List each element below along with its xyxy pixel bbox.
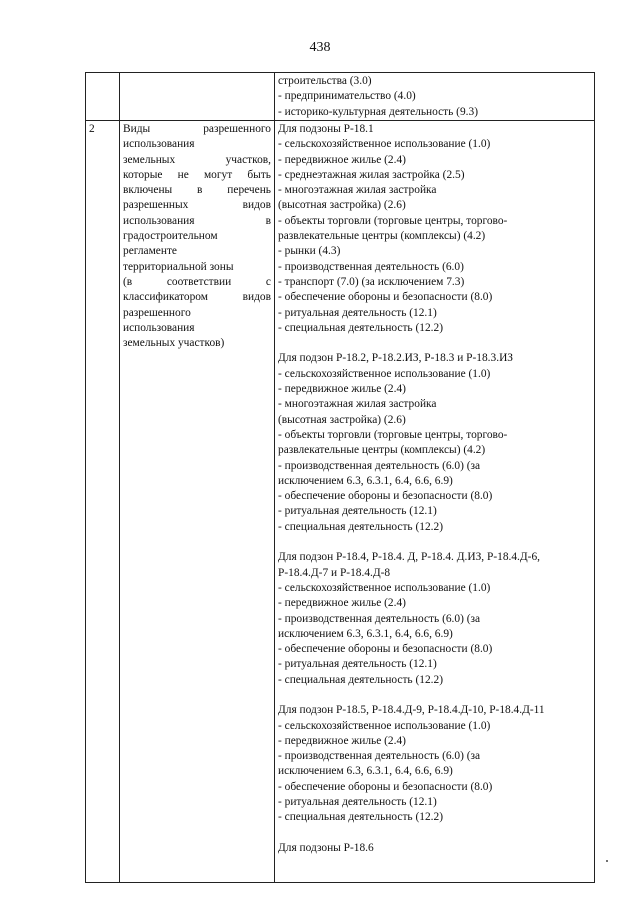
content-line: - производственная деятельность (6.0) (за: [278, 612, 481, 625]
row-content-cell: [275, 121, 595, 883]
content-line: - производственная деятельность (6.0) (за: [278, 750, 481, 763]
content-line: - специальная деятельность (12.2): [278, 673, 443, 686]
content-line: исключением 6.3, 6.3.1, 6.4, 6.6, 6.9): [278, 474, 453, 487]
content-line: - специальная деятельность (12.2): [278, 811, 443, 824]
land-use-table: [85, 72, 595, 883]
subzone-heading: Для подзон Р-18.5, Р-18.4.Д-9, Р-18.4.Д-10, Р-18.4.Д-11: [278, 704, 545, 717]
subzone-heading: Для подзон Р-18.4, Р-18.4. Д, Р-18.4. Д.ИЗ, Р-18.4.Д-6,: [278, 551, 541, 564]
row-name-cell: [120, 73, 275, 121]
name-line: регламенте: [123, 245, 177, 258]
content-line: - ритуальная деятельность (12.1): [278, 796, 437, 809]
name-line: (в соответствии с: [123, 275, 271, 288]
subzone-heading: Для подзоны Р-18.6: [278, 841, 374, 854]
name-line: разрешенного: [123, 306, 191, 319]
name-line: территориальной зоны: [123, 260, 234, 273]
name-line: градостроительном: [123, 230, 218, 243]
content-line: - специальная деятельность (12.2): [278, 520, 443, 533]
content-line: строительства (3.0): [278, 75, 372, 87]
content-line: - транспорт (7.0) (за исключением 7.3): [278, 275, 465, 288]
content-line: - многоэтажная жилая застройка: [278, 398, 437, 411]
content-line: - сельскохозяйственное использование (1.0): [278, 367, 491, 380]
content-line: - обеспечение обороны и безопасности (8.0): [278, 643, 493, 656]
table-row: [86, 121, 595, 883]
name-line: использования: [123, 138, 195, 151]
content-line: - передвижное жилье (2.4): [278, 383, 406, 396]
content-line: - производственная деятельность (6.0): [278, 260, 464, 273]
name-line: включены в перечень: [123, 184, 271, 197]
content-line: - историко-культурная деятельность (9.3): [278, 105, 478, 118]
section-gap: [278, 535, 591, 550]
content-line: - сельскохозяйственное использование (1.0): [278, 581, 491, 594]
name-line: которые не могут быть: [123, 168, 271, 181]
content-line: - передвижное жилье (2.4): [278, 153, 406, 166]
scan-speck: [606, 860, 608, 862]
row-name-cell: [120, 121, 275, 883]
section-gap: [278, 826, 591, 841]
subzone-heading: Для подзон Р-18.2, Р-18.2.ИЗ, Р-18.3 и Р-18.3.ИЗ: [278, 352, 513, 365]
content-line: - обеспечение обороны и безопасности (8.0): [278, 291, 493, 304]
content-line: - ритуальная деятельность (12.1): [278, 658, 437, 671]
page-number: 438: [309, 40, 331, 55]
name-line: использования: [123, 321, 195, 334]
content-line: (высотная застройка) (2.6): [278, 199, 406, 212]
content-line: развлекательные центры (комплексы) (4.2): [278, 230, 486, 243]
name-line: классификатором видов: [123, 291, 271, 304]
section-gap: [278, 336, 591, 351]
content-line: - рынки (4.3): [278, 245, 341, 258]
content-line: исключением 6.3, 6.3.1, 6.4, 6.6, 6.9): [278, 765, 453, 778]
row-number-cell: 2: [86, 121, 120, 883]
subzone-heading: Р-18.4.Д-7 и Р-18.4.Д-8: [278, 566, 391, 579]
name-line: разрешенных видов: [123, 199, 271, 212]
content-line: - сельскохозяйственное использование (1.0): [278, 138, 491, 151]
name-line: использования в: [123, 214, 271, 227]
content-line: - среднеэтажная жилая застройка (2.5): [278, 168, 465, 181]
content-line: - объекты торговли (торговые центры, торгово-: [278, 428, 508, 441]
content-line: - передвижное жилье (2.4): [278, 734, 406, 747]
content-line: - ритуальная деятельность (12.1): [278, 306, 437, 319]
content-line: - ритуальная деятельность (12.1): [278, 505, 437, 518]
content-line: развлекательные центры (комплексы) (4.2): [278, 444, 486, 457]
subzone-heading: Для подзоны Р-18.1: [278, 123, 374, 135]
content-line: - производственная деятельность (6.0) (за: [278, 459, 481, 472]
content-line: - многоэтажная жилая застройка: [278, 184, 437, 197]
content-line: - специальная деятельность (12.2): [278, 321, 443, 334]
content-line: исключением 6.3, 6.3.1, 6.4, 6.6, 6.9): [278, 627, 453, 640]
name-line: земельных участков,: [123, 153, 271, 166]
row-number-cell: [86, 73, 120, 121]
content-line: - обеспечение обороны и безопасности (8.0): [278, 490, 493, 503]
content-line: - сельскохозяйственное использование (1.0): [278, 719, 491, 732]
name-line: Виды разрешенного: [123, 123, 271, 135]
row-content-cell: [275, 73, 595, 121]
content-line: - предпринимательство (4.0): [278, 90, 416, 103]
content-line: - обеспечение обороны и безопасности (8.0): [278, 780, 493, 793]
content-line: - объекты торговли (торговые центры, торгово-: [278, 214, 508, 227]
table-row: [86, 73, 595, 121]
name-line: земельных участков): [123, 337, 225, 350]
content-line: (высотная застройка) (2.6): [278, 413, 406, 426]
section-gap: [278, 688, 591, 703]
content-line: - передвижное жилье (2.4): [278, 597, 406, 610]
